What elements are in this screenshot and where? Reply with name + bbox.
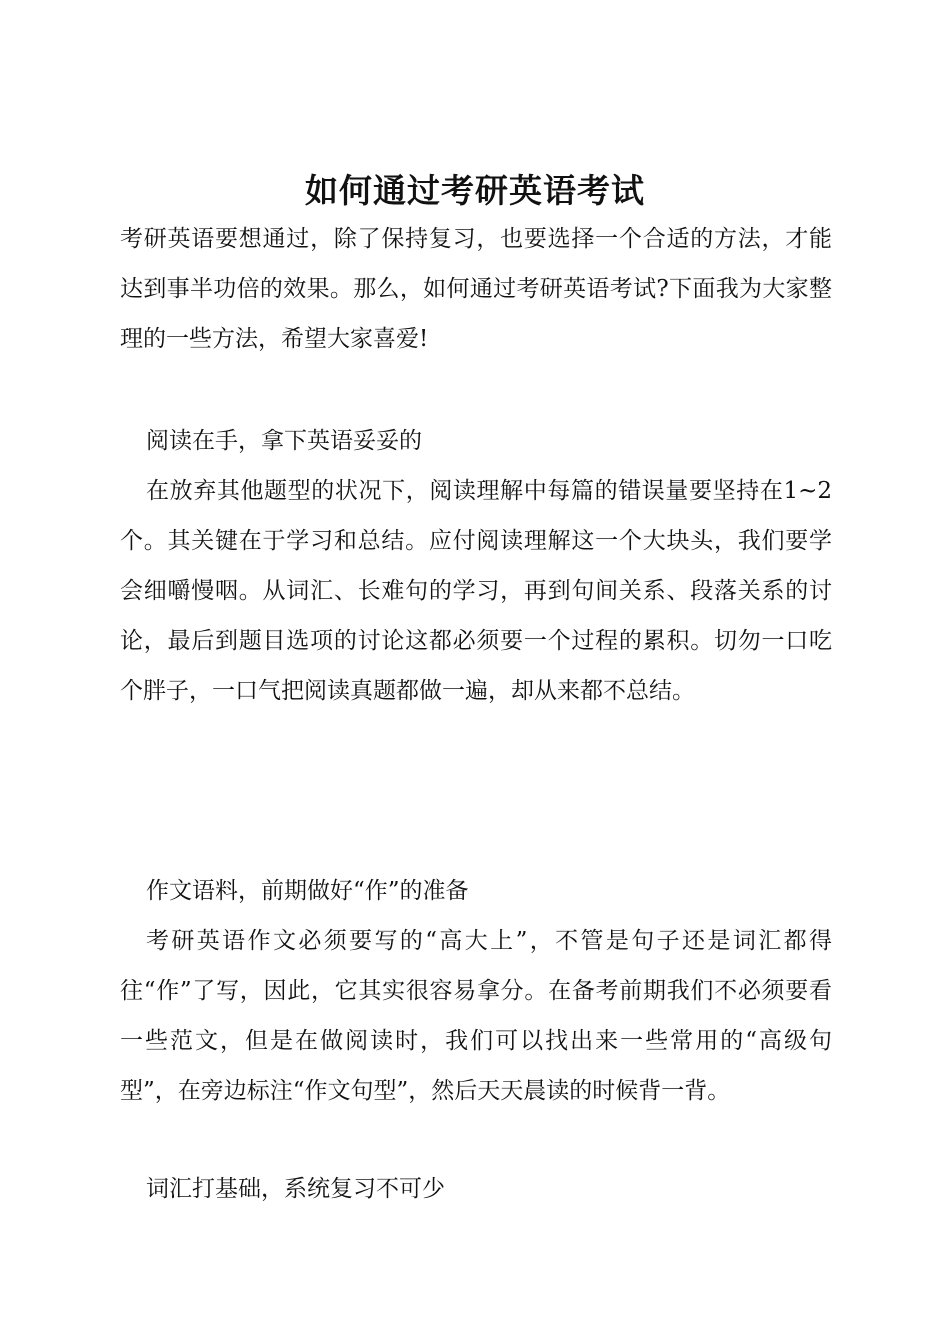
section-body-writing: 考研英语作文必须要写的“高大上”，不管是句子还是词汇都得往“作”了写，因此，它其实很容易拿分。在备考前期我们不必须要看一些范文，但是在做阅读时，我们可以找出来一些常用的“高级句型”，在旁边标注“作文句型”，然后天天晨读的时候背一背。 [120,928,832,1104]
section-heading-reading: 阅读在手，拿下英语妥妥的 [146,428,422,454]
document-title: 如何通过考研英语考试 [305,171,645,211]
section-body-reading: 在放弃其他题型的状况下，阅读理解中每篇的错误量要坚持在1~2个。其关键在于学习和总结。应付阅读理解这一个大块头，我们要学会细嚼慢咽。从词汇、长难句的学习，再到句间关系、段落关系的讨论，最后到题目选项的讨论这都必须要一个过程的累积。切勿一口吃个胖子，一口气把阅读真题都做一遍，却从来都不总结。 [120,478,832,704]
section-heading-vocabulary: 词汇打基础，系统复习不可少 [146,1176,445,1202]
section-heading-writing: 作文语料，前期做好“作”的准备 [146,878,469,904]
intro-paragraph: 考研英语要想通过，除了保持复习，也要选择一个合适的方法，才能达到事半功倍的效果。那么，如何通过考研英语考试?下面我为大家整理的一些方法，希望大家喜爱! [120,226,832,352]
